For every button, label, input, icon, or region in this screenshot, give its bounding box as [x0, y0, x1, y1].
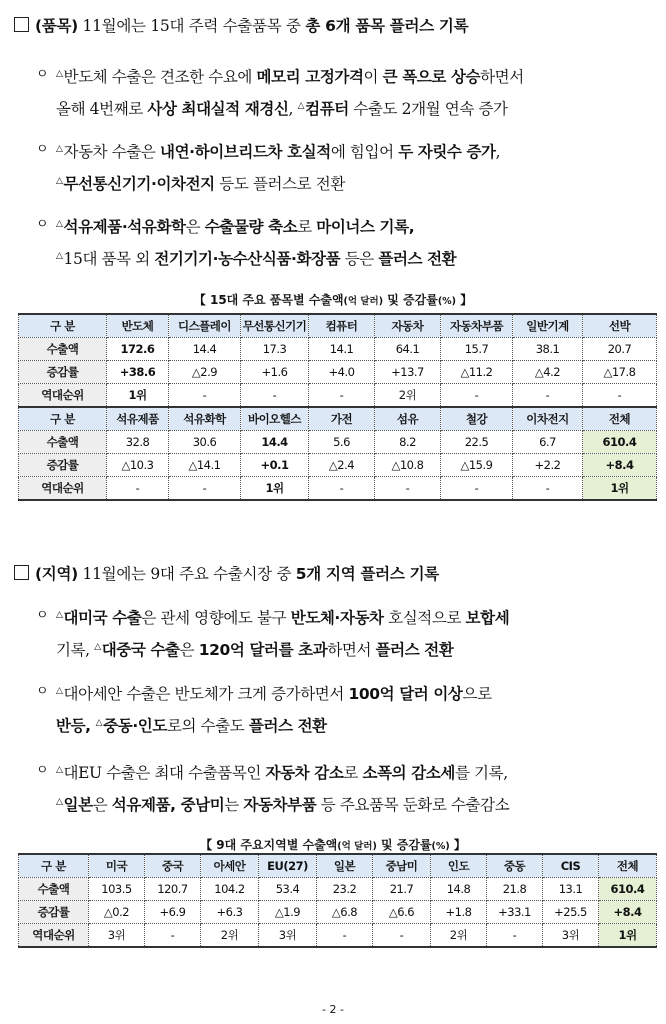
table-cell: 2위: [431, 924, 487, 948]
table-cell: -: [583, 384, 657, 408]
bullet-petroleum: ㅇ △석유제품·석유화학은 수출물량 축소로 마이너스 기록, △15대 품목 외 전기기기·농수산식품·화장품 등은 플러스 전환: [36, 210, 660, 274]
header-cell: 구 분: [19, 314, 107, 338]
table-cell: 22.5: [441, 431, 513, 454]
triangle-icon: △: [56, 686, 63, 696]
table-row: [19, 454, 657, 477]
table-header-row: [19, 314, 657, 338]
table-cell: △0.2: [89, 901, 145, 924]
table-cell: △6.6: [373, 901, 431, 924]
page-number: - 2 -: [322, 1003, 344, 1016]
header-cell: CIS: [543, 854, 599, 878]
table-row: [19, 878, 657, 901]
header-cell: 바이오헬스: [241, 407, 309, 431]
row-header-cell: 증감률: [19, 901, 89, 924]
table-cell: -: [373, 924, 431, 948]
row-header-cell: 수출액: [19, 338, 107, 361]
table-caption-items: 【 15대 주요 품목별 수출액(억 달러) 및 증감률(%) 】: [193, 293, 473, 307]
header-cell: 이차전지: [513, 407, 583, 431]
table-cell: 8.2: [375, 431, 441, 454]
header-cell: 석유화학: [169, 407, 241, 431]
header-cell: 철강: [441, 407, 513, 431]
table-cell: 53.4: [259, 878, 317, 901]
bullet-asean: ㅇ △대아세안 수출은 반도체가 크게 증가하면서 100억 달러 이상으로 반등, △중동·인도로의 수출도 플러스 전환: [36, 677, 660, 741]
table-cell: -: [107, 477, 169, 501]
table-cell: +13.7: [375, 361, 441, 384]
header-cell: 자동차: [375, 314, 441, 338]
table-cell: -: [375, 477, 441, 501]
table-cell: 14.1: [309, 338, 375, 361]
table-row: [19, 338, 657, 361]
table-row: [19, 477, 657, 501]
row-header-cell: 수출액: [19, 878, 89, 901]
table-cell: △4.2: [513, 361, 583, 384]
table-cell: +25.5: [543, 901, 599, 924]
bullet-marker: ㅇ: [36, 608, 49, 623]
row-header-cell: 역대순위: [19, 384, 107, 408]
total-cell: 610.4: [599, 878, 657, 901]
header-cell: 인도: [431, 854, 487, 878]
table-header-row: [19, 407, 657, 431]
table-row: [19, 384, 657, 408]
table-cell: 21.7: [373, 878, 431, 901]
header-cell: 섬유: [375, 407, 441, 431]
regions-export-table: [18, 853, 657, 948]
triangle-icon: △: [56, 797, 63, 807]
table-cell: 2위: [375, 384, 441, 408]
triangle-icon: △: [95, 718, 103, 728]
items-table-part2: [19, 407, 657, 500]
table-cell: △6.8: [317, 901, 373, 924]
header-cell: 디스플레이: [169, 314, 241, 338]
bullet-automobile: ㅇ △자동차 수출은 내연·하이브리드차 호실적에 힘입어 두 자릿수 증가, △무선통신기기·이차전지 등도 플러스로 전환: [36, 135, 660, 199]
table-cell: △11.2: [441, 361, 513, 384]
table-header-row: [19, 854, 657, 878]
table-cell: 15.7: [441, 338, 513, 361]
row-header-cell: 역대순위: [19, 477, 107, 501]
table-cell: △2.4: [309, 454, 375, 477]
table-cell: 120.7: [145, 878, 201, 901]
header-cell: 중남미: [373, 854, 431, 878]
table-cell: △15.9: [441, 454, 513, 477]
header-cell: 전체: [583, 407, 657, 431]
header-cell: EU(27): [259, 854, 317, 878]
section-heading-regions: (지역) 11월에는 9대 주요 수출시장 중 5개 지역 플러스 기록: [14, 562, 439, 584]
table-cell: 103.5: [89, 878, 145, 901]
triangle-icon: △: [56, 219, 63, 229]
table-cell: 2위: [201, 924, 259, 948]
header-cell: 미국: [89, 854, 145, 878]
header-cell: 반도체: [107, 314, 169, 338]
triangle-icon: △: [56, 69, 63, 79]
table-row: [19, 901, 657, 924]
header-cell: 컴퓨터: [309, 314, 375, 338]
header-cell: 석유제품: [107, 407, 169, 431]
table-cell: -: [441, 477, 513, 501]
table-cell: 64.1: [375, 338, 441, 361]
total-cell: 1위: [599, 924, 657, 948]
table-cell: 38.1: [513, 338, 583, 361]
bullet-semiconductor: ㅇ △반도체 수출은 견조한 수요에 메모리 고정가격이 큰 폭으로 상승하면서 올해 4번째로 사상 최대실적 재경신, △컴퓨터 수출도 2개월 연속 증가: [36, 60, 660, 124]
header-cell: 구 분: [19, 854, 89, 878]
total-cell: 1위: [583, 477, 657, 501]
table-cell: -: [169, 384, 241, 408]
header-cell: 자동차부품: [441, 314, 513, 338]
bullet-marker: ㅇ: [36, 763, 49, 778]
table-cell: 1위: [241, 477, 309, 501]
table-cell: -: [317, 924, 373, 948]
total-cell: 610.4: [583, 431, 657, 454]
section-heading-items: (품목) 11월에는 15대 주력 수출품목 중 총 6개 품목 플러스 기록: [14, 14, 468, 36]
table-cell: +2.2: [513, 454, 583, 477]
header-cell: 중국: [145, 854, 201, 878]
table-cell: -: [513, 384, 583, 408]
header-cell: 전체: [599, 854, 657, 878]
checkbox-square-icon: [14, 17, 29, 32]
table-cell: -: [309, 384, 375, 408]
table-cell: -: [309, 477, 375, 501]
table-cell: 14.4: [169, 338, 241, 361]
table-cell: △2.9: [169, 361, 241, 384]
table-cell: +6.9: [145, 901, 201, 924]
header-cell: 가전: [309, 407, 375, 431]
table-cell: +0.1: [241, 454, 309, 477]
table-cell: +1.6: [241, 361, 309, 384]
row-header-cell: 증감률: [19, 361, 107, 384]
table-cell: +1.8: [431, 901, 487, 924]
table-cell: -: [487, 924, 543, 948]
row-header-cell: 증감률: [19, 454, 107, 477]
table-cell: +6.3: [201, 901, 259, 924]
triangle-icon: △: [56, 610, 63, 620]
table-cell: 17.3: [241, 338, 309, 361]
bullet-marker: ㅇ: [36, 142, 49, 157]
triangle-icon: △: [56, 251, 63, 261]
table-cell: -: [241, 384, 309, 408]
table-cell: 3위: [259, 924, 317, 948]
table-cell: -: [145, 924, 201, 948]
table-cell: 32.8: [107, 431, 169, 454]
table-cell: 23.2: [317, 878, 373, 901]
triangle-icon: △: [94, 642, 101, 652]
triangle-icon: △: [297, 101, 305, 111]
table-cell: 3위: [89, 924, 145, 948]
table-cell: 104.2: [201, 878, 259, 901]
table-cell: 5.6: [309, 431, 375, 454]
table-cell: 1위: [107, 384, 169, 408]
table-row: [19, 361, 657, 384]
bullet-us-china: ㅇ △대미국 수출은 관세 영향에도 불구 반도체·자동차 호실적으로 보합세 기록, △대중국 수출은 120억 달러를 초과하면서 플러스 전환: [36, 601, 660, 665]
table-cell: 21.8: [487, 878, 543, 901]
table-cell: +4.0: [309, 361, 375, 384]
table-cell: △14.1: [169, 454, 241, 477]
header-cell: 아세안: [201, 854, 259, 878]
table-cell: -: [441, 384, 513, 408]
triangle-icon: △: [56, 144, 63, 154]
row-header-cell: 수출액: [19, 431, 107, 454]
table-cell: +33.1: [487, 901, 543, 924]
table-caption-regions: 【 9대 주요지역별 수출액(억 달러) 및 증감률(%) 】: [200, 838, 466, 852]
bullet-marker: ㅇ: [36, 67, 49, 82]
table-cell: 13.1: [543, 878, 599, 901]
items-table-part1: [19, 314, 657, 407]
header-cell: 선박: [583, 314, 657, 338]
table-cell: △17.8: [583, 361, 657, 384]
header-cell: 무선통신기기: [241, 314, 309, 338]
table-cell: 14.4: [241, 431, 309, 454]
table-cell: -: [169, 477, 241, 501]
table-cell: △10.8: [375, 454, 441, 477]
header-cell: 일본: [317, 854, 373, 878]
table-cell: 3위: [543, 924, 599, 948]
total-cell: +8.4: [583, 454, 657, 477]
table-cell: -: [513, 477, 583, 501]
header-cell: 중동: [487, 854, 543, 878]
table-cell: 172.6: [107, 338, 169, 361]
table-cell: 14.8: [431, 878, 487, 901]
bullet-marker: ㅇ: [36, 217, 49, 232]
table-row: [19, 431, 657, 454]
triangle-icon: △: [56, 765, 63, 775]
table-cell: △10.3: [107, 454, 169, 477]
row-header-cell: 역대순위: [19, 924, 89, 948]
table-cell: 6.7: [513, 431, 583, 454]
header-cell: 구 분: [19, 407, 107, 431]
triangle-icon: △: [56, 176, 63, 186]
bullet-eu-japan: ㅇ △대EU 수출은 최대 수출품목인 자동차 감소로 소폭의 감소세를 기록, △일본은 석유제품, 중남미는 자동차부품 등 주요품목 둔화로 수출감소: [36, 756, 660, 820]
header-cell: 일반기계: [513, 314, 583, 338]
checkbox-square-icon: [14, 565, 29, 580]
bullet-marker: ㅇ: [36, 684, 49, 699]
table-cell: △1.9: [259, 901, 317, 924]
total-cell: +8.4: [599, 901, 657, 924]
table-cell: +38.6: [107, 361, 169, 384]
table-cell: 20.7: [583, 338, 657, 361]
table-row: [19, 924, 657, 948]
table-cell: 30.6: [169, 431, 241, 454]
items-export-table: [18, 313, 657, 501]
